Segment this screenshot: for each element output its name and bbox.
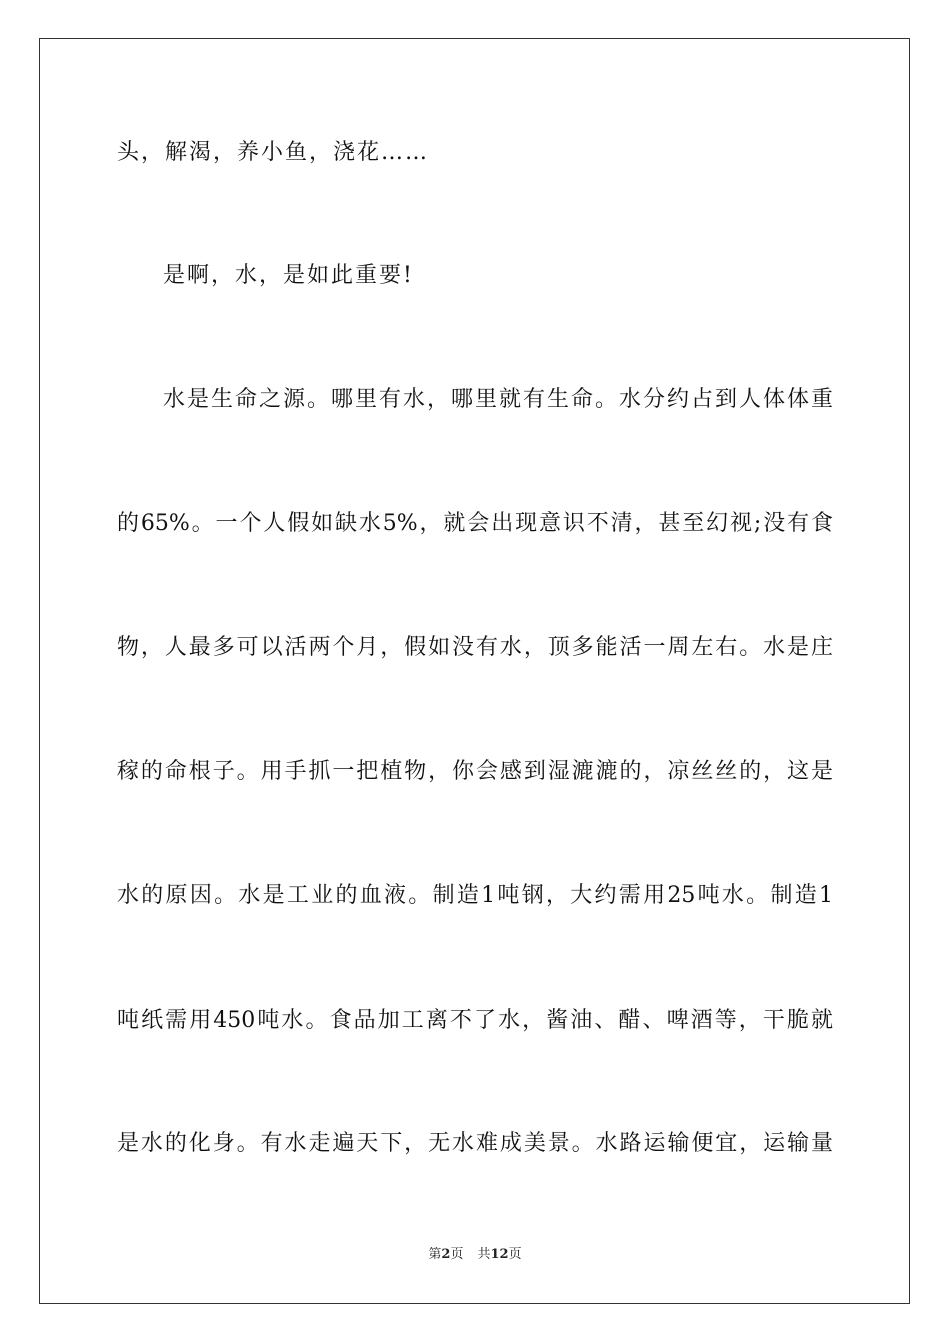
page-footer: [0, 1246, 950, 1264]
text-line-5: 物，人最多可以活两个月，假如没有水，顶多能活一周左右。水是庄: [117, 635, 833, 660]
total-pages: 12: [490, 1247, 509, 1262]
page-border: [39, 38, 910, 1304]
text-line-2: 是啊，水，是如此重要!: [163, 263, 414, 288]
text-line-6: 稼的命根子。用手抓一把植物，你会感到湿漉漉的，凉丝丝的，这是: [117, 759, 833, 784]
text-line-8: 吨纸需用450吨水。食品加工离不了水，酱油、醋、啤酒等，干脆就: [117, 1008, 833, 1033]
page-number: 2: [441, 1247, 451, 1262]
total-suffix: 页: [508, 1247, 522, 1262]
total-prefix: 共: [477, 1247, 491, 1262]
page-suffix: 页: [450, 1247, 464, 1262]
text-line-1: 头，解渴，养小鱼，浇花……: [117, 140, 430, 165]
page-prefix: 第: [428, 1247, 442, 1262]
text-line-7: 水的原因。水是工业的血液。制造1吨钢，大约需用25吨水。制造1: [117, 883, 833, 908]
text-line-4: 的65%。一个人假如缺水5%，就会出现意识不清，甚至幻视;没有食: [117, 511, 833, 536]
text-line-9: 是水的化身。有水走遍天下，无水难成美景。水路运输便宜，运输量: [117, 1131, 833, 1156]
text-line-3: 水是生命之源。哪里有水，哪里就有生命。水分约占到人体体重: [163, 387, 833, 412]
